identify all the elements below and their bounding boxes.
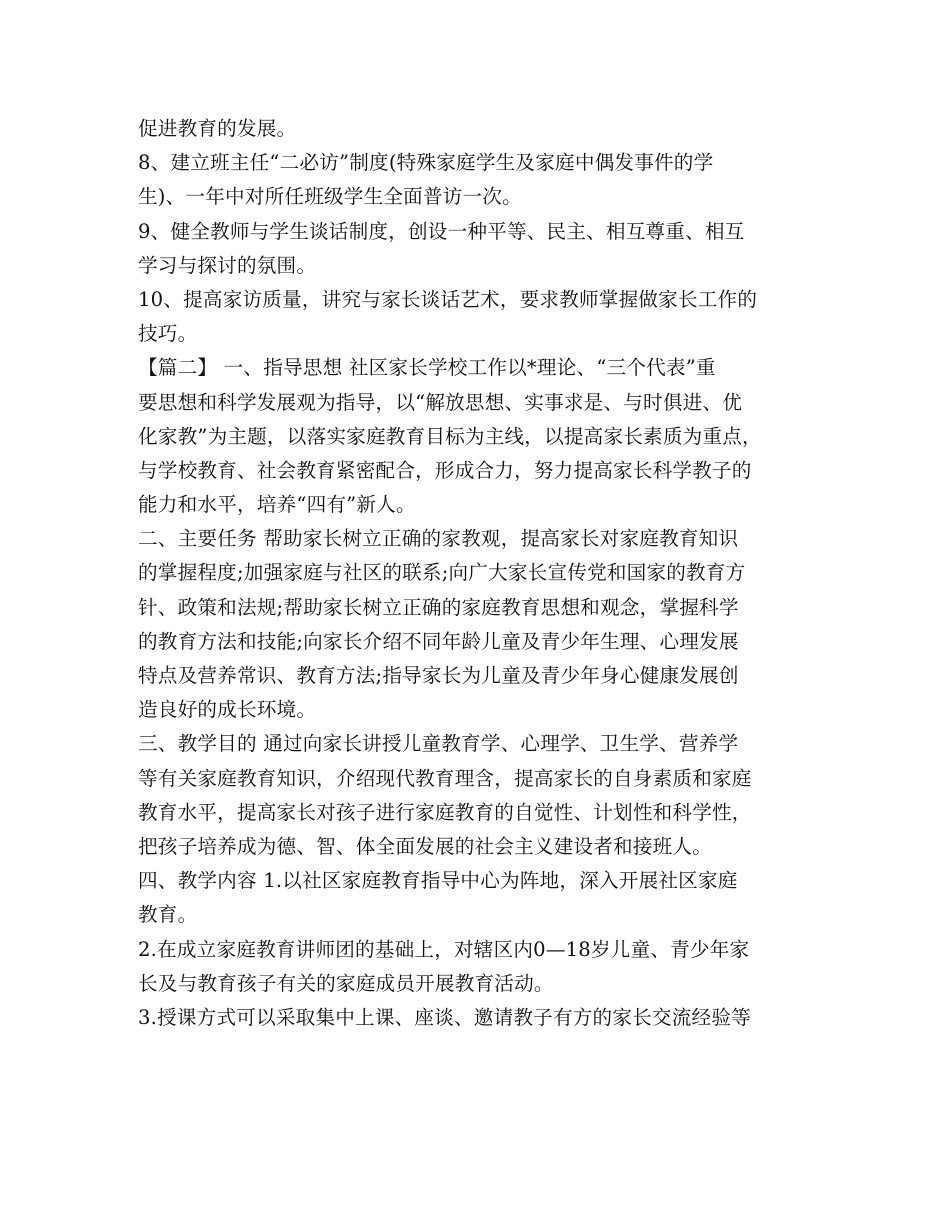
text-line: 技巧。 xyxy=(138,322,198,346)
text-line: 造良好的成长环境。 xyxy=(138,698,317,722)
text-line: 促进教育的发展。 xyxy=(138,117,297,140)
text-line: 3.授课方式可以采取集中上课、座谈、邀请教子有方的家长交流经验等 xyxy=(138,1005,751,1029)
text-line: 要思想和科学发展观为指导，以“解放思想、实事求是、与时俱进、优 xyxy=(138,390,743,414)
text-line: 教育水平，提高家长对孩子进行家庭教育的自觉性、计划性和科学性， xyxy=(138,800,752,824)
text-line: 等有关家庭教育知识，介绍现代教育理含，提高家长的自身素质和家庭 xyxy=(138,766,752,790)
text-line: 三、教学目的 通过向家长讲授儿童教育学、心理学、卫生学、营养学 xyxy=(138,732,739,756)
text-line: 的掌握程度;加强家庭与社区的联系;向广大家长宣传党和国家的教育方 xyxy=(138,561,746,585)
text-line: 学习与探讨的氛围。 xyxy=(138,253,317,277)
text-line: 的教育方法和技能;向家长介绍不同年龄儿童及青少年生理、心理发展 xyxy=(138,629,739,653)
text-line: 针、政策和法规;帮助家长树立正确的家庭教育思想和观念，掌握科学 xyxy=(138,595,739,619)
text-line: 四、教学内容 1.以社区家庭教育指导中心为阵地，深入开展社区家庭 xyxy=(138,869,738,893)
text-line: 8、建立班主任“二必访”制度(特殊家庭学生及家庭中偶发事件的学 xyxy=(138,151,714,175)
text-line: 2.在成立家庭教育讲师团的基础上，对辖区内0—18岁儿童、青少年家 xyxy=(138,937,750,961)
text-line: 9、健全教师与学生谈话制度，创设一种平等、民主、相互尊重、相互 xyxy=(138,219,745,243)
text-line: 与学校教育、社会教育紧密配合，形成合力，努力提高家长科学教子的 xyxy=(138,458,752,482)
text-line: 化家教”为主题，以落实家庭教育目标为主线，以提高家长素质为重点， xyxy=(138,424,762,448)
text-line: 生)、一年中对所任班级学生全面普访一次。 xyxy=(138,185,522,209)
text-line: 把孩子培养成为德、智、体全面发展的社会主义建设者和接班人。 xyxy=(138,834,713,858)
text-line: 教育。 xyxy=(138,903,198,927)
text-line: 能力和水平，培养“四有”新人。 xyxy=(138,493,416,517)
text-line: 10、提高家访质量，讲究与家长谈话艺术，要求教师掌握做家长工作的 xyxy=(138,287,758,311)
text-line: 【篇二】 一、指导思想 社区家长学校工作以*理论、“三个代表”重 xyxy=(138,356,716,380)
document-body xyxy=(138,112,828,1035)
text-line: 特点及营养常识、教育方法;指导家长为儿童及青少年身心健康发展创 xyxy=(138,664,739,687)
text-line: 二、主要任务 帮助家长树立正确的家教观，提高家长对家庭教育知识 xyxy=(138,527,739,551)
text-line: 长及与教育孩子有关的家庭成员开展教育活动。 xyxy=(138,971,554,995)
